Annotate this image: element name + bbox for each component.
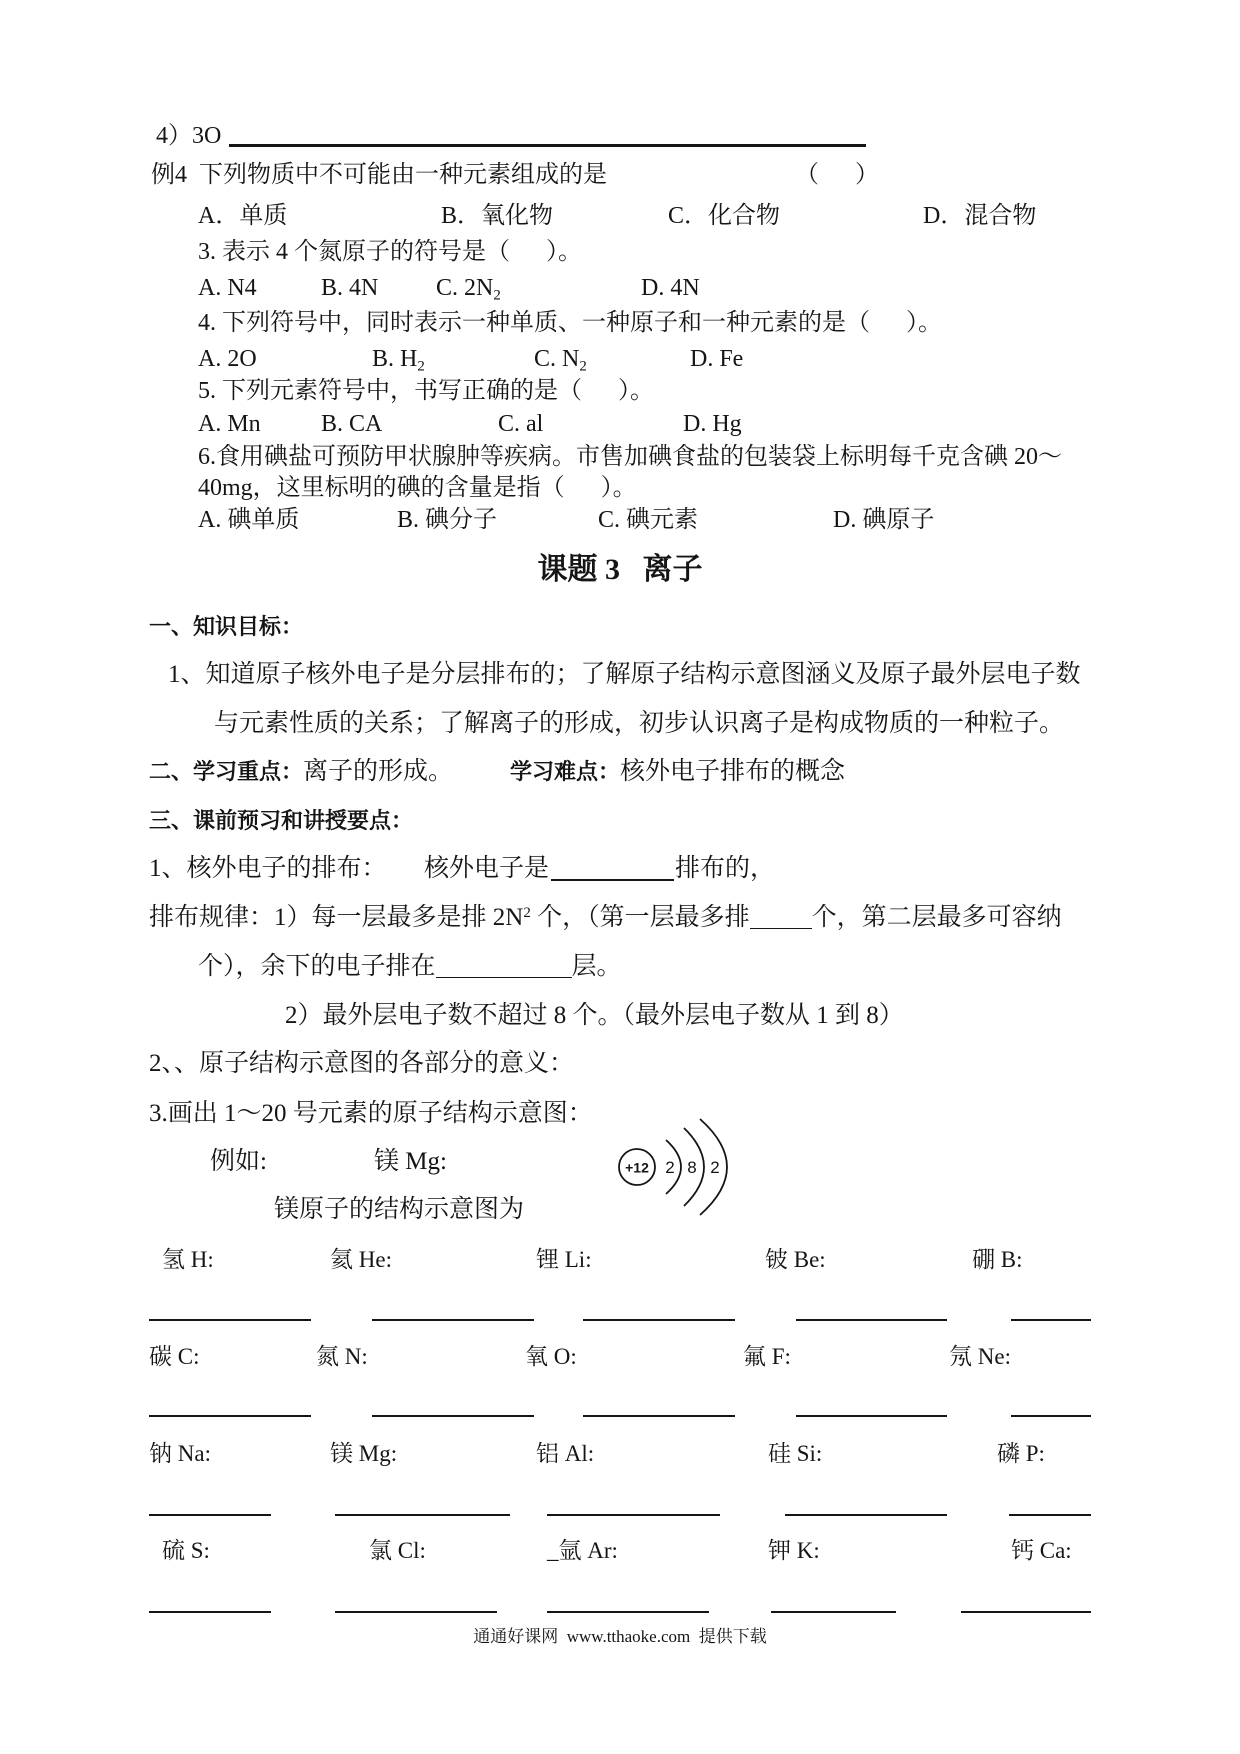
superscript: 2: [523, 904, 531, 921]
knowledge-goals-heading: 一、知识目标：: [149, 614, 304, 639]
answer-blank: [785, 1514, 947, 1516]
answer-blank: [1011, 1415, 1091, 1417]
option-d: D. 碘原子: [833, 507, 935, 533]
answer-blank: [149, 1415, 311, 1417]
element-label: 氟 F:: [743, 1344, 791, 1369]
rules-line-1-prefix: 排布规律：1）每一层最多是排 2N: [149, 904, 524, 931]
option-b: B．氧化物: [441, 203, 554, 229]
answer-blank: [149, 1319, 311, 1321]
page-footer: 通通好课网 www.tthaoke.com 提供下载: [473, 1627, 767, 1646]
element-label: 氯 Cl:: [369, 1538, 426, 1563]
difficulty-text: 核外电子排布的概念: [620, 758, 846, 785]
element-label: _氩 Ar:: [547, 1538, 618, 1563]
option-a: A. 碘单质: [198, 507, 300, 533]
shell-electron-count: 8: [687, 1158, 697, 1177]
rules-line-2-suffix: 层。: [571, 953, 622, 980]
element-label: 氢 H:: [162, 1247, 214, 1272]
option-c-text: C. 2N: [436, 275, 494, 301]
knowledge-goals-line-1: 1、知道原子核外电子是分层排布的；了解原子结构示意图涵义及原子最外层电子数: [168, 661, 1081, 688]
option-b-text: B. H: [372, 346, 418, 372]
element-label: 钙 Ca:: [1011, 1538, 1072, 1563]
shell-electron-count: 2: [665, 1158, 675, 1177]
difficulty-point: [510, 757, 845, 787]
item-1-suffix: 排布的，: [675, 855, 776, 882]
option-a: A．单质: [198, 203, 288, 229]
element-label: 硼 B:: [972, 1247, 1023, 1272]
answer-blank: [547, 1514, 720, 1516]
element-label: 镁 Mg:: [330, 1441, 398, 1466]
question-3: 3. 表示 4 个氮原子的符号是（ ）。: [198, 239, 582, 265]
option-a: A. Mn: [198, 411, 261, 437]
answer-blank: [961, 1611, 1091, 1613]
item-4-label: 4）3O: [156, 123, 222, 149]
knowledge-goals-line-2: 与元素性质的关系；了解离子的形成，初步认识离子是构成物质的一种粒子。: [214, 710, 1065, 737]
example-element: 镁 Mg:: [374, 1148, 447, 1175]
rules-line-3: 2）最外层电子数不超过 8 个。（最外层电子数从 1 到 8）: [285, 1002, 904, 1029]
answer-blank: [583, 1415, 735, 1417]
option-c: C．化合物: [668, 203, 781, 229]
element-label: 碳 C:: [149, 1344, 200, 1369]
answer-blank: [796, 1415, 947, 1417]
option-c-text: C. N: [534, 346, 580, 372]
key-point-label: 二、学习重点：: [149, 759, 304, 784]
option-a: A. 2O: [198, 346, 257, 372]
nucleus-charge: +12: [625, 1159, 649, 1176]
option-a: A. N4: [198, 275, 257, 301]
element-label: 铝 Al:: [536, 1441, 595, 1466]
lesson-title: 课题 3 离子: [537, 553, 703, 586]
element-label: 硅 Si:: [768, 1441, 823, 1466]
option-b: [372, 345, 425, 373]
subscript: 2: [417, 358, 425, 375]
rules-line-2-prefix: 个），余下的电子排在: [198, 953, 436, 980]
answer-blank: [771, 1611, 896, 1613]
question-4: 4. 下列符号中，同时表示一种单质、一种原子和一种元素的是（ ）。: [198, 310, 942, 336]
answer-blank: [1011, 1319, 1091, 1321]
item-1-label: 1、核外电子的排布：: [149, 855, 387, 882]
answer-blank: [372, 1319, 534, 1321]
item-2: 2、、原子结构示意图的各部分的意义：: [149, 1050, 575, 1077]
answer-blank: [436, 957, 572, 978]
answer-parentheses: （ ）: [795, 162, 879, 188]
question-6-line-2: 40mg，这里标明的碘的含量是指（ ）。: [198, 475, 637, 501]
option-c: C. al: [498, 411, 544, 437]
question-5: 5. 下列元素符号中，书写正确的是（ ）。: [198, 378, 654, 404]
element-label: 铍 Be:: [765, 1247, 826, 1272]
option-d: D. 4N: [641, 275, 700, 301]
answer-blank: [335, 1514, 510, 1516]
element-label: 磷 P:: [997, 1441, 1045, 1466]
element-label: 氦 He:: [330, 1247, 392, 1272]
answer-blank: [149, 1514, 271, 1516]
answer-blank: [229, 144, 866, 147]
element-label: 氧 O:: [525, 1344, 577, 1369]
answer-blank: [149, 1611, 271, 1613]
option-b: B. 碘分子: [397, 507, 498, 533]
preview-heading: 三、课前预习和讲授要点：: [149, 808, 414, 833]
answer-blank: [551, 879, 674, 881]
question-6-line-1: 6.食用碘盐可预防甲状腺肿等疾病。市售加碘食盐的包装袋上标明每千克含碘 20～: [198, 444, 1062, 470]
subscript: 2: [493, 287, 501, 304]
option-c: C. 碘元素: [598, 507, 699, 533]
option-c: [436, 274, 501, 302]
element-label: 钠 Na:: [149, 1441, 211, 1466]
rules-line-1-mid: 个，（第一层最多排: [530, 904, 750, 931]
option-d: D．混合物: [923, 203, 1037, 229]
answer-blank: [750, 908, 812, 929]
key-point-text: 离子的形成。: [303, 758, 454, 785]
example-4-question: 例4 下列物质中不可能由一种元素组成的是: [151, 162, 607, 188]
option-d: D. Hg: [683, 411, 742, 437]
magnesium-atom-structure-diagram: [608, 1116, 748, 1220]
key-point: [149, 757, 453, 787]
element-label: 锂 Li:: [536, 1247, 592, 1272]
rules-line-2: [198, 952, 622, 982]
example-caption: 镁原子的结构示意图为: [274, 1196, 525, 1223]
option-c: [534, 345, 587, 373]
rules-line-1-suffix: 个，第二层最多可容纳: [811, 904, 1062, 931]
answer-blank: [547, 1611, 709, 1613]
answer-blank: [335, 1611, 497, 1613]
rules-line-1: [149, 903, 1062, 933]
answer-blank: [796, 1319, 947, 1321]
shell-electron-count: 2: [710, 1158, 720, 1177]
subscript: 2: [579, 358, 587, 375]
element-label: 硫 S:: [162, 1538, 210, 1563]
element-label: 氖 Ne:: [949, 1344, 1011, 1369]
answer-blank: [1009, 1514, 1091, 1516]
element-label: 氮 N:: [316, 1344, 368, 1369]
answer-blank: [583, 1319, 735, 1321]
element-label: 钾 K:: [768, 1538, 820, 1563]
item-1-prefix: 核外电子是: [424, 855, 550, 882]
option-d: D. Fe: [690, 346, 744, 372]
option-b: B. 4N: [321, 275, 379, 301]
answer-blank: [372, 1415, 534, 1417]
example-label: 例如:: [210, 1148, 267, 1175]
option-b: B. CA: [321, 411, 383, 437]
item-3: 3.画出 1～20 号元素的原子结构示意图：: [149, 1100, 593, 1127]
difficulty-label: 学习难点：: [510, 759, 621, 784]
